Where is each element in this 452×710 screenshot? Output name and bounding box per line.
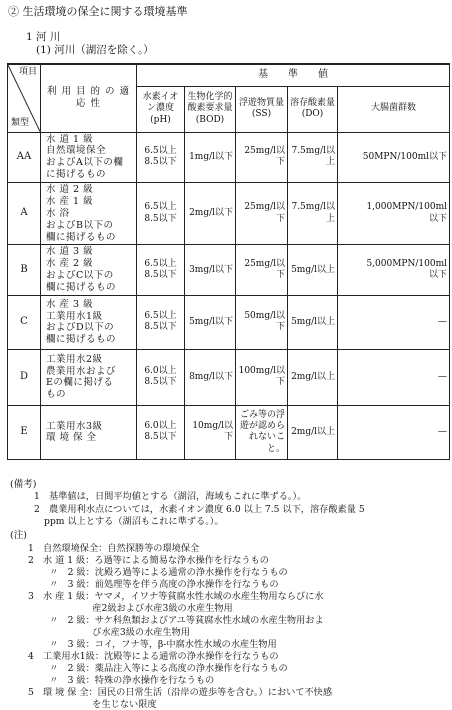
- do-cell: [288, 132, 338, 183]
- purpose-line: 水 産 1 級: [46, 195, 94, 207]
- bod-cell: [185, 349, 236, 405]
- purpose-line: 水 産 2 級: [46, 258, 94, 270]
- table-row: [8, 132, 450, 183]
- ph-value: 8.5以下: [144, 377, 177, 388]
- coliform-cell: [338, 295, 450, 349]
- coliform-value: —: [438, 316, 447, 327]
- ss-cell-value: 50mg/l以下: [244, 311, 285, 333]
- standards-header: 基 準 値: [137, 64, 450, 86]
- class-label: C: [20, 316, 28, 328]
- purpose-line: 欄に掲げるもの: [46, 334, 117, 346]
- purpose-line: およびC以下の: [46, 270, 114, 282]
- section-heading: ② 生活環境の保全に関する環境基準: [8, 5, 188, 18]
- table-row: [8, 349, 450, 405]
- purpose-line: 工業用水2級: [46, 353, 103, 365]
- corner-cell: [8, 64, 41, 132]
- class-label: E: [20, 426, 28, 438]
- ph-value: 6.5以上: [144, 146, 177, 156]
- purpose-line: 水 道 1 級: [46, 133, 94, 145]
- do-cell: [288, 349, 338, 405]
- notes-title: (注): [10, 530, 27, 541]
- ph-value: 8.5以下: [144, 270, 177, 281]
- bod-cell: [185, 245, 236, 296]
- table-row: [8, 183, 450, 245]
- purpose-line: 水 道 3 級: [46, 246, 94, 258]
- ph-value: 6.0以上: [144, 421, 177, 432]
- purpose-line: 欄に掲げるもの: [46, 231, 117, 243]
- ss-cell-value: ごみ等の浮遊が認められないこと。: [239, 409, 285, 454]
- purpose-line: およびB以下の: [46, 219, 114, 231]
- ss-cell: [236, 245, 288, 296]
- purpose-line: 自然環境保全: [46, 145, 107, 157]
- remark-2: 2 農業用利水点については，水素イオン濃度 6.0 以上 7.5 以下，溶存酸素量 5: [34, 504, 365, 515]
- note-line: 〃 2 級：沈殿ろ過等による通常の浄水操作を行なうもの: [28, 567, 288, 578]
- table-row: [8, 245, 450, 296]
- class-label: B: [20, 263, 28, 275]
- environmental-standards-table: [7, 63, 450, 460]
- ss-cell: [236, 295, 288, 349]
- purpose-line: 工業用水1級: [46, 310, 103, 322]
- col-header-ph: 水素イオン濃度(pH): [137, 86, 185, 132]
- bod-cell: [185, 405, 236, 459]
- do-cell-value: 2mg/l以上: [291, 371, 335, 382]
- coliform-value: —: [438, 426, 447, 437]
- do-cell-value: 2mg/l以上: [291, 426, 335, 437]
- purpose-cell: [41, 349, 137, 405]
- class-cell: [8, 245, 41, 296]
- do-cell: [288, 295, 338, 349]
- remark-2-cont: ppm 以上とする（湖沼もこれに準ずる。）。: [44, 516, 224, 527]
- col-header-bod: 生物化学的酸素要求量(BOD): [185, 86, 236, 132]
- ss-cell: [236, 405, 288, 459]
- ph-cell: [137, 295, 185, 349]
- purpose-cell: [41, 405, 137, 459]
- bod-cell-value: 8mg/l以下: [189, 371, 233, 382]
- col-header-do: 溶存酸素量(DO): [288, 86, 338, 132]
- ss-cell: [236, 132, 288, 183]
- purpose-header: 利 用 目 的 の 適 応 性: [41, 64, 137, 132]
- purpose-line: 欄に掲げるもの: [46, 282, 117, 293]
- note-line: 〃 2 級：薬品注入等による高度の浄水操作を行なうもの: [28, 663, 288, 674]
- remark-1: 1 基準値は，日間平均値とする（湖沼，海域もこれに準ずる。）。: [34, 491, 307, 502]
- class-cell: [8, 405, 41, 459]
- ph-cell: [137, 183, 185, 245]
- purpose-line: 水 道 2 級: [46, 184, 94, 195]
- do-cell-value: 5mg/l以上: [291, 264, 335, 275]
- do-cell-value: 7.5mg/l以上: [291, 202, 335, 224]
- purpose-line: もの: [46, 389, 67, 401]
- purpose-line: 農業用水および: [46, 365, 117, 377]
- purpose-line: 水 浴: [46, 207, 70, 219]
- coliform-cell: [338, 349, 450, 405]
- class-cell: [8, 132, 41, 183]
- purpose-line: 環 境 保 全: [46, 432, 97, 444]
- ph-cell: [137, 245, 185, 296]
- coliform-value: 1,000MPN/100ml: [366, 202, 447, 213]
- purpose-cell: [41, 132, 137, 183]
- purpose-line: 水 産 3 級: [46, 298, 94, 310]
- subsection-river-excl-lakes: (1) 河川（湖沼を除く。）: [36, 44, 154, 56]
- ss-cell-value: 25mg/l以下: [244, 258, 285, 281]
- bod-cell-value: 10mg/l以下: [192, 421, 233, 443]
- note-line: 〃 2 級：サケ科魚類およびアユ等貧腐水性水域の水産生物用およ: [28, 615, 324, 626]
- ss-cell: [236, 349, 288, 405]
- corner-item-label: 項目: [18, 67, 37, 77]
- ss-cell-value: 100mg/l以下: [238, 366, 285, 388]
- note-line: 4 工業用水1級：沈殿等による通常の浄水操作を行なうもの: [28, 651, 279, 662]
- note-line: 〃 3 級：特殊の浄水操作を行なうもの: [28, 675, 215, 686]
- ph-cell: [137, 405, 185, 459]
- purpose-cell: [41, 245, 137, 296]
- ph-value: 6.0以上: [144, 366, 177, 377]
- note-line: 〃 3 級：前処理等を伴う高度の浄水操作を行なうもの: [28, 579, 279, 590]
- coliform-value: 50MPN/100ml以下: [362, 151, 447, 162]
- purpose-line: に掲げるもの: [46, 169, 107, 181]
- note-line: 産2級および水産3級の水産生物用: [28, 603, 233, 614]
- ph-cell: [137, 349, 185, 405]
- class-cell: [8, 183, 41, 245]
- coliform-cell: [338, 405, 450, 459]
- coliform-value: 5,000MPN/100ml: [366, 258, 447, 269]
- col-header-ss: 浮遊物質量(SS): [236, 86, 288, 132]
- bod-cell-value: 1mg/l以下: [189, 151, 233, 162]
- remarks-title: (備考): [10, 479, 37, 490]
- bod-cell: [185, 183, 236, 245]
- note-line: を生じない限度: [28, 699, 157, 710]
- ph-value: 6.5以上: [144, 311, 177, 322]
- corner-type-label: 類型: [11, 117, 30, 128]
- note-line: 3 水 産 1 級：ヤマメ，イワナ等貧腐水性水域の水産生物用ならびに水: [28, 591, 324, 602]
- ph-value: 8.5以下: [144, 157, 177, 168]
- class-cell: [8, 295, 41, 349]
- purpose-line: およびA以下の欄: [46, 157, 124, 169]
- subsection-river: 1 河 川: [26, 31, 61, 43]
- ph-cell: [137, 132, 185, 183]
- do-cell: [288, 183, 338, 245]
- purpose-cell: [41, 183, 137, 245]
- ph-value: 6.5以上: [144, 202, 177, 213]
- bod-cell: [185, 295, 236, 349]
- coliform-cell: [338, 183, 450, 245]
- note-line: 2 水 道 1 級：ろ過等による簡易な浄水操作を行なうもの: [28, 555, 269, 566]
- coliform-value: 以下: [428, 270, 447, 281]
- note-line: び水産3級の水産生物用: [28, 627, 191, 638]
- ph-value: 8.5以下: [144, 213, 177, 224]
- col-header-coliform: 大腸菌群数: [338, 86, 450, 132]
- class-label: D: [19, 371, 29, 383]
- note-line: 1 自然環境保全：自然探勝等の環境保全: [28, 543, 200, 554]
- bod-cell: [185, 132, 236, 183]
- purpose-line: 工業用水3級: [46, 420, 103, 432]
- do-cell: [288, 405, 338, 459]
- ph-value: 6.5以上: [144, 258, 177, 269]
- coliform-cell: [338, 132, 450, 183]
- note-line: 〃 3 級：コイ，フナ等，β-中腐水性水域の水産生物用: [28, 639, 277, 650]
- ph-value: 8.5以下: [144, 322, 177, 333]
- do-cell-value: 7.5mg/l以上: [291, 146, 335, 168]
- purpose-line: およびD以下の: [46, 322, 115, 334]
- purpose-cell: [41, 295, 137, 349]
- ss-cell-value: 25mg/l以下: [244, 202, 285, 224]
- do-cell-value: 5mg/l以上: [291, 316, 335, 327]
- bod-cell-value: 2mg/l以下: [189, 208, 233, 219]
- coliform-value: —: [438, 371, 447, 382]
- bod-cell-value: 3mg/l以下: [189, 264, 233, 275]
- class-label: A: [20, 207, 28, 219]
- table-row: [8, 295, 450, 349]
- table-row: [8, 405, 450, 459]
- ss-cell-value: 25mg/l以下: [244, 146, 285, 168]
- class-label: AA: [16, 151, 32, 162]
- note-line: 5 環 境 保 全：国民の日常生活（沿岸の遊歩等を含む。）において不快感: [28, 687, 333, 698]
- ph-value: 8.5以下: [144, 432, 177, 443]
- ss-cell: [236, 183, 288, 245]
- class-cell: [8, 349, 41, 405]
- coliform-value: 以下: [428, 213, 447, 224]
- do-cell: [288, 245, 338, 296]
- purpose-line: Eの欄に掲げる: [46, 377, 114, 389]
- coliform-cell: [338, 245, 450, 296]
- bod-cell-value: 5mg/l以下: [189, 316, 233, 327]
